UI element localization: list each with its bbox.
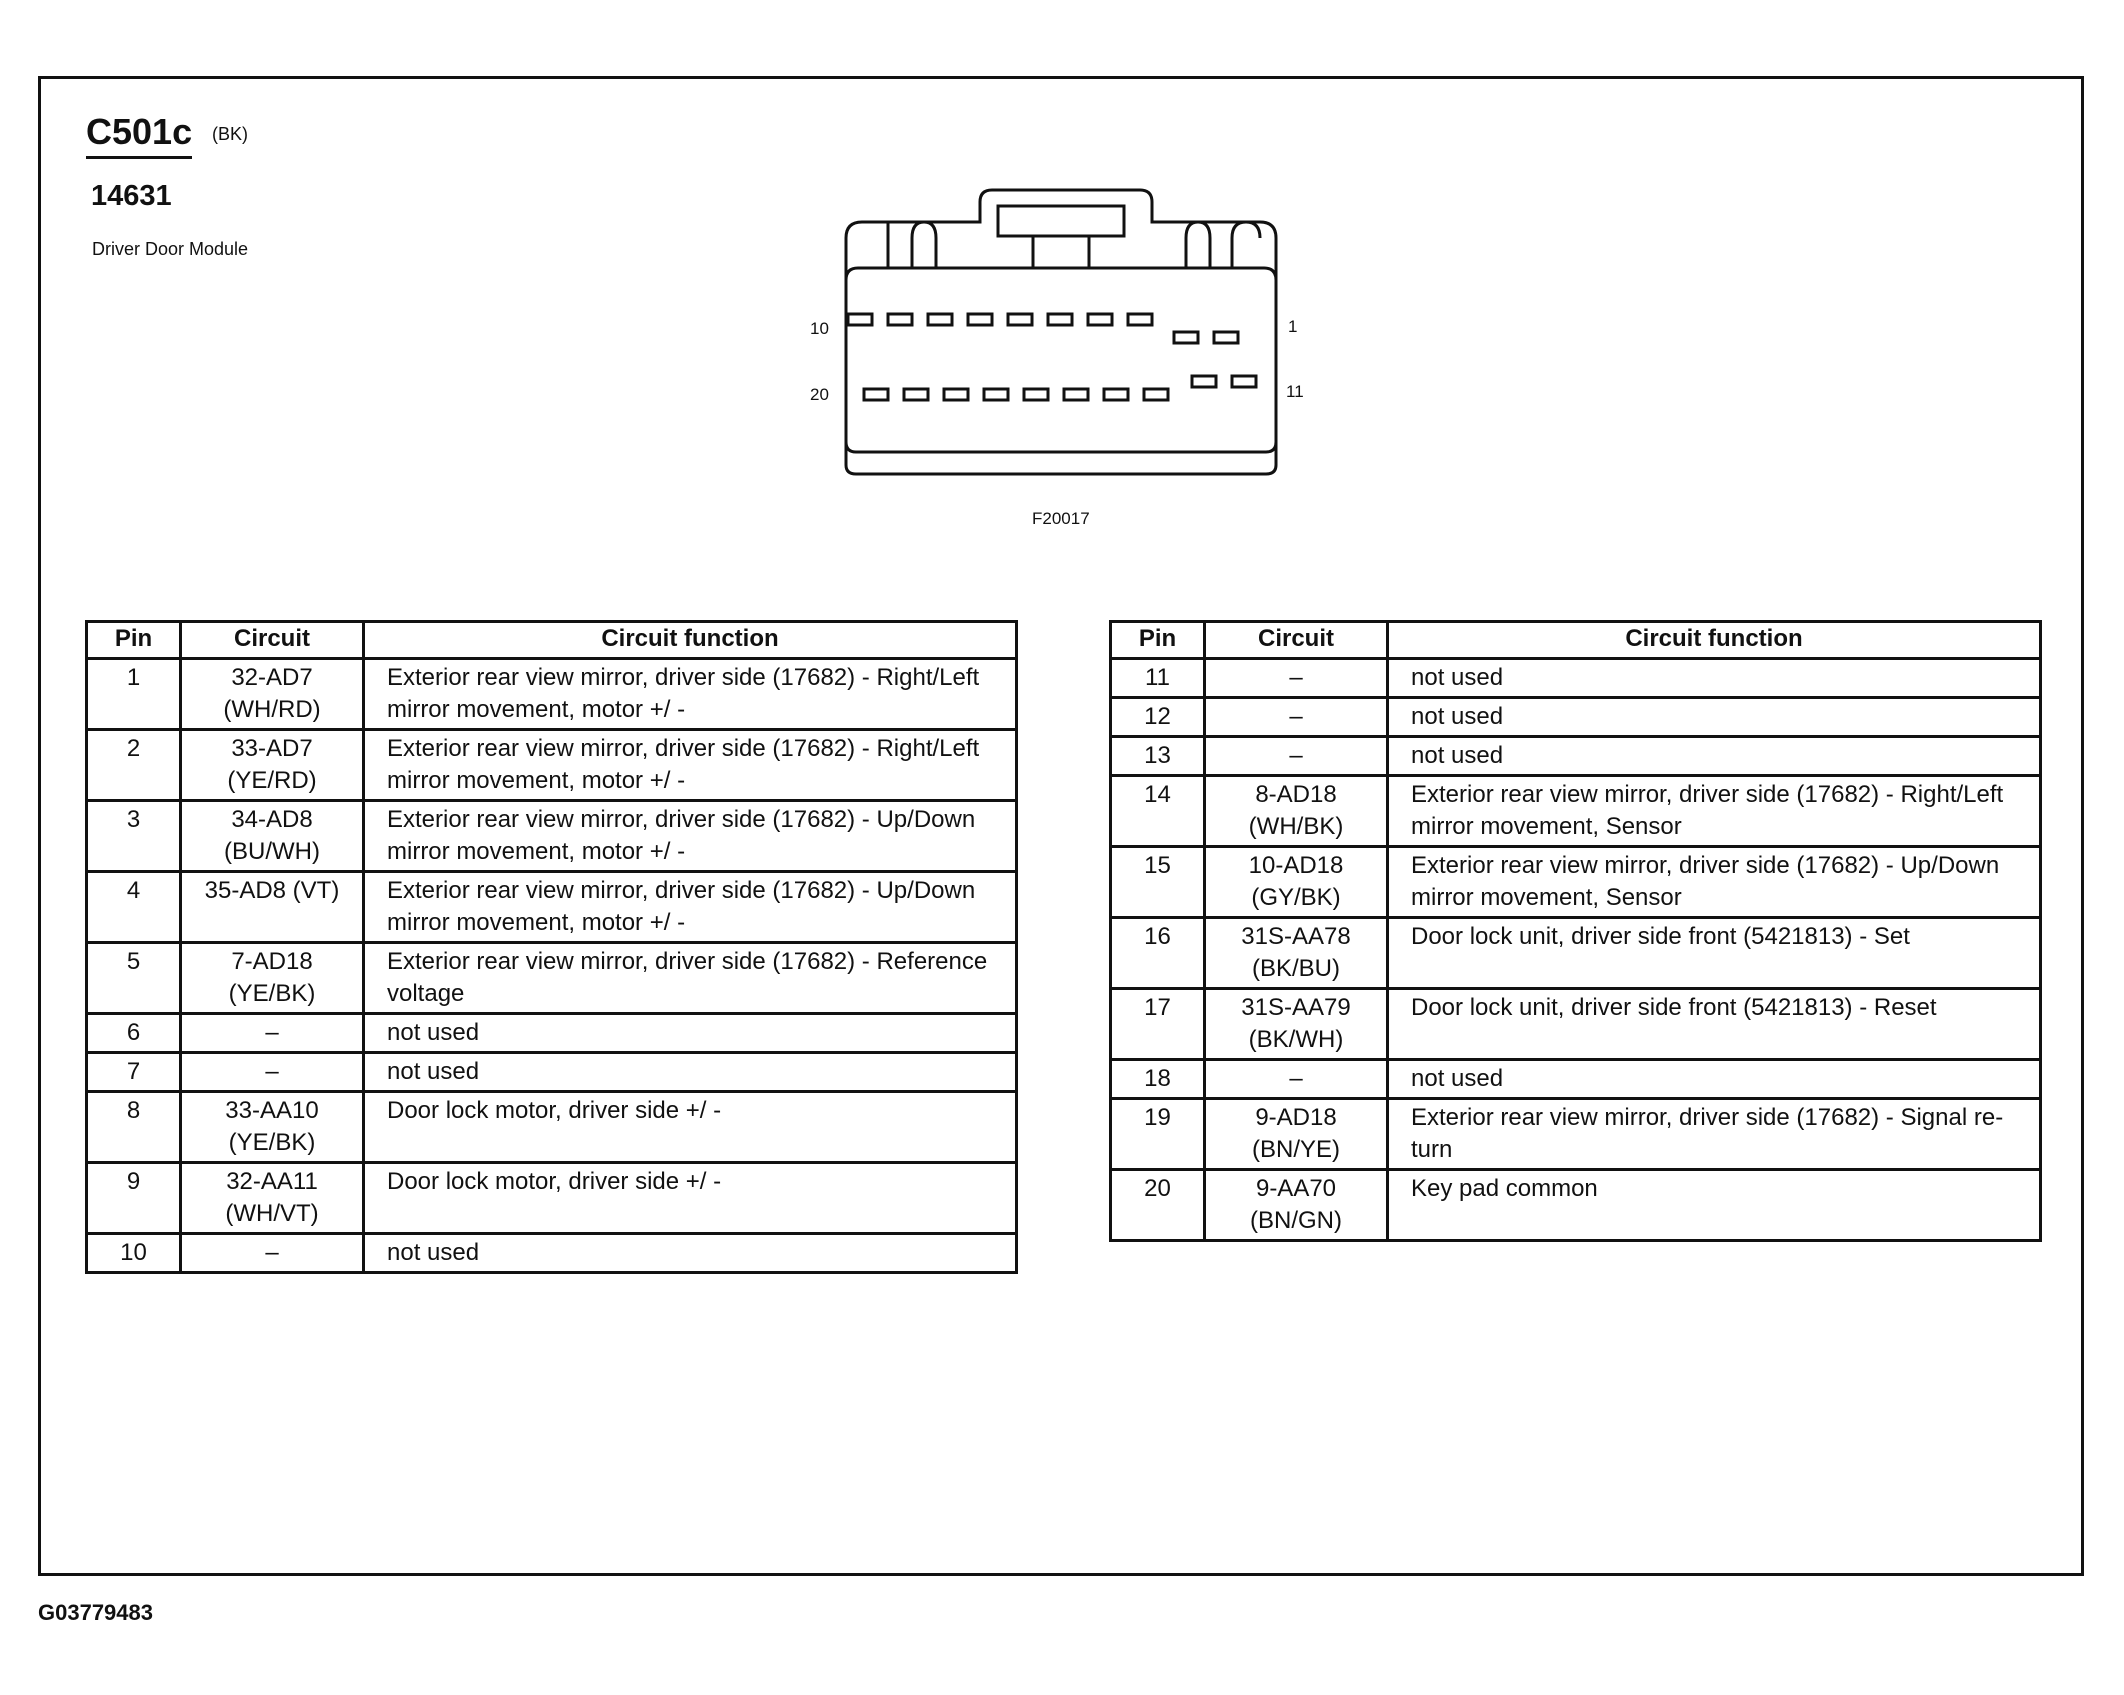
function-cell-line <box>387 1198 1009 1230</box>
circuit-cell-line: 9-AA70 <box>1255 1175 1337 1202</box>
function-cell-line: mirror movement, motor +/ - <box>387 838 686 865</box>
connector-id: C501c <box>86 110 192 159</box>
pin-cell: 17 <box>1111 989 1205 1060</box>
table-row <box>87 1014 1017 1053</box>
circuit-cell-line: 35-AD8 (VT) <box>204 877 340 904</box>
pin-cell: 13 <box>1111 737 1205 776</box>
circuit-cell-line: – <box>265 1019 279 1046</box>
header-pin: Pin <box>87 622 181 659</box>
table-header-row <box>87 622 1017 659</box>
function-cell-line <box>387 1127 1009 1159</box>
circuit-cell <box>1205 1099 1388 1170</box>
figure-id: F20017 <box>1032 509 1090 528</box>
table-row <box>87 1092 1017 1163</box>
function-cell <box>1388 698 2041 737</box>
function-cell-line: Exterior rear view mirror, driver side (17682) - Reference <box>387 948 988 975</box>
circuit-cell-line <box>188 907 356 939</box>
function-cell <box>364 1092 1017 1163</box>
function-cell-line: mirror movement, motor +/ - <box>387 696 686 723</box>
function-cell-line: voltage <box>387 980 465 1007</box>
circuit-cell <box>181 730 364 801</box>
circuit-cell-line: (WH/RD) <box>223 696 321 723</box>
circuit-cell <box>181 1234 364 1273</box>
pin-table-left <box>85 620 1018 1274</box>
table-row <box>1111 1060 2041 1099</box>
pin-cell: 3 <box>87 801 181 872</box>
circuit-cell-line: 9-AD18 <box>1255 1104 1337 1131</box>
table-row <box>87 730 1017 801</box>
function-cell <box>364 730 1017 801</box>
circuit-cell-line: (BN/GN) <box>1250 1207 1342 1234</box>
table-row <box>1111 847 2041 918</box>
header-function: Circuit function <box>1388 622 2041 659</box>
function-cell-line: turn <box>1411 1136 1453 1163</box>
circuit-cell <box>1205 698 1388 737</box>
circuit-cell <box>181 1014 364 1053</box>
table-row <box>1111 989 2041 1060</box>
circuit-cell-line: 33-AA10 <box>225 1097 319 1124</box>
header-circuit: Circuit <box>181 622 364 659</box>
table-body-right <box>1111 659 2041 1241</box>
function-cell <box>1388 989 2041 1060</box>
function-cell <box>364 1234 1017 1273</box>
circuit-cell-line: (YE/BK) <box>228 1129 316 1156</box>
function-cell <box>1388 1060 2041 1099</box>
table-row <box>87 872 1017 943</box>
circuit-cell <box>1205 776 1388 847</box>
table-row <box>87 943 1017 1014</box>
function-cell-line: not used <box>387 1019 480 1046</box>
function-cell-line: not used <box>1411 742 1504 769</box>
pin-cell: 12 <box>1111 698 1205 737</box>
function-cell-line: mirror movement, motor +/ - <box>387 767 686 794</box>
part-number: 14631 <box>91 180 172 212</box>
circuit-cell-line: (BK/WH) <box>1248 1026 1344 1053</box>
function-cell-line: not used <box>387 1058 480 1085</box>
pin-cell: 18 <box>1111 1060 1205 1099</box>
table-row <box>87 659 1017 730</box>
function-cell-line: Key pad common <box>1411 1175 1598 1202</box>
table-row <box>87 1234 1017 1273</box>
function-cell <box>1388 1099 2041 1170</box>
function-cell-line: mirror movement, motor +/ - <box>387 909 686 936</box>
circuit-cell-line: (BK/BU) <box>1251 955 1340 982</box>
function-cell-line: Exterior rear view mirror, driver side (17682) - Right/Left <box>1411 781 2004 808</box>
table-row <box>87 801 1017 872</box>
function-cell <box>1388 918 2041 989</box>
function-cell-line: mirror movement, Sensor <box>1411 813 1682 840</box>
circuit-cell-line: 8-AD18 <box>1255 781 1337 808</box>
circuit-cell-line: (WH/VT) <box>225 1200 319 1227</box>
table-row <box>1111 659 2041 698</box>
circuit-cell <box>181 659 364 730</box>
circuit-cell <box>181 1163 364 1234</box>
function-cell-line: Exterior rear view mirror, driver side (17682) - Right/Left <box>387 735 980 762</box>
circuit-cell-line: 32-AD7 <box>231 664 313 691</box>
circuit-cell-line: 10-AD18 <box>1248 852 1344 879</box>
circuit-cell <box>1205 659 1388 698</box>
circuit-cell-line: (BN/YE) <box>1251 1136 1340 1163</box>
function-cell-line: Exterior rear view mirror, driver side (17682) - Signal re- <box>1411 1104 2004 1131</box>
circuit-cell-line: – <box>1289 742 1303 769</box>
circuit-cell <box>181 801 364 872</box>
function-cell-line: Exterior rear view mirror, driver side (17682) - Up/Down <box>1411 852 2000 879</box>
pin-cell: 5 <box>87 943 181 1014</box>
pin-label-1: 1 <box>1288 317 1298 336</box>
function-cell <box>364 1014 1017 1053</box>
function-cell <box>364 943 1017 1014</box>
table-row <box>87 1163 1017 1234</box>
circuit-cell-line: 31S-AA79 <box>1241 994 1351 1021</box>
function-cell <box>364 659 1017 730</box>
circuit-cell-line: (YE/RD) <box>227 767 317 794</box>
table-row <box>87 1053 1017 1092</box>
table-row <box>1111 1170 2041 1241</box>
circuit-cell <box>181 1053 364 1092</box>
function-cell-line: mirror movement, Sensor <box>1411 884 1682 911</box>
function-cell-line: not used <box>1411 664 1504 691</box>
pin-cell: 19 <box>1111 1099 1205 1170</box>
circuit-cell <box>1205 737 1388 776</box>
circuit-cell-line: (BU/WH) <box>224 838 320 865</box>
pin-cell: 16 <box>1111 918 1205 989</box>
header-pin: Pin <box>1111 622 1205 659</box>
function-cell-line: Door lock motor, driver side +/ - <box>387 1097 722 1124</box>
function-cell-line: Exterior rear view mirror, driver side (17682) - Up/Down <box>387 877 976 904</box>
circuit-cell <box>1205 847 1388 918</box>
function-cell-line: not used <box>387 1239 480 1266</box>
circuit-cell-line: 34-AD8 <box>231 806 313 833</box>
pin-cell: 10 <box>87 1234 181 1273</box>
document-id: G03779483 <box>38 1600 153 1625</box>
table-row <box>1111 918 2041 989</box>
function-cell <box>364 1053 1017 1092</box>
pin-cell: 6 <box>87 1014 181 1053</box>
pin-cell: 14 <box>1111 776 1205 847</box>
pin-label-11: 11 <box>1286 382 1304 401</box>
table-header-row <box>1111 622 2041 659</box>
function-cell <box>1388 659 2041 698</box>
pin-cell: 9 <box>87 1163 181 1234</box>
function-cell-line <box>1411 1024 2033 1056</box>
function-cell-line: Door lock unit, driver side front (5421813) - Set <box>1411 923 1910 950</box>
table-row <box>1111 1099 2041 1170</box>
function-cell-line: Exterior rear view mirror, driver side (17682) - Right/Left <box>387 664 980 691</box>
function-cell-line: Exterior rear view mirror, driver side (17682) - Up/Down <box>387 806 976 833</box>
circuit-cell-line: – <box>265 1239 279 1266</box>
circuit-cell-line: 33-AD7 <box>231 735 313 762</box>
circuit-cell-line: (YE/BK) <box>228 980 316 1007</box>
circuit-cell <box>181 872 364 943</box>
function-cell <box>364 1163 1017 1234</box>
header-function: Circuit function <box>364 622 1017 659</box>
circuit-cell <box>1205 918 1388 989</box>
function-cell-line <box>1411 953 2033 985</box>
circuit-cell-line: 32-AA11 <box>226 1168 318 1195</box>
table-body-left <box>87 659 1017 1273</box>
pin-cell: 15 <box>1111 847 1205 918</box>
function-cell <box>1388 847 2041 918</box>
circuit-cell <box>181 1092 364 1163</box>
function-cell <box>364 872 1017 943</box>
pin-cavities <box>848 314 1256 400</box>
function-cell-line: Door lock unit, driver side front (5421813) - Reset <box>1411 994 1937 1021</box>
circuit-cell-line: – <box>265 1058 279 1085</box>
circuit-cell-line: – <box>1289 1065 1303 1092</box>
table-row <box>1111 776 2041 847</box>
table-row <box>1111 737 2041 776</box>
function-cell <box>364 801 1017 872</box>
circuit-cell-line: 7-AD18 <box>231 948 313 975</box>
circuit-cell-line: (WH/BK) <box>1248 813 1344 840</box>
table-row <box>1111 698 2041 737</box>
circuit-cell <box>1205 989 1388 1060</box>
function-cell-line <box>1411 1205 2033 1237</box>
circuit-cell-line: – <box>1289 664 1303 691</box>
function-cell <box>1388 776 2041 847</box>
function-cell <box>1388 737 2041 776</box>
function-cell-line: not used <box>1411 1065 1504 1092</box>
pin-cell: 2 <box>87 730 181 801</box>
pin-cell: 7 <box>87 1053 181 1092</box>
connector-color: (BK) <box>212 124 248 144</box>
circuit-cell-line: (GY/BK) <box>1251 884 1341 911</box>
function-cell-line: Door lock motor, driver side +/ - <box>387 1168 722 1195</box>
header-circuit: Circuit <box>1205 622 1388 659</box>
circuit-cell-line: – <box>1289 703 1303 730</box>
pin-cell: 11 <box>1111 659 1205 698</box>
circuit-cell-line: 31S-AA78 <box>1241 923 1351 950</box>
pin-table-right <box>1109 620 2042 1242</box>
pin-cell: 8 <box>87 1092 181 1163</box>
circuit-cell <box>1205 1060 1388 1099</box>
connector-face-diagram <box>800 180 1320 480</box>
component-name: Driver Door Module <box>92 239 249 259</box>
pin-label-10: 10 <box>810 319 829 338</box>
function-cell-line: not used <box>1411 703 1504 730</box>
pin-cell: 1 <box>87 659 181 730</box>
circuit-cell <box>181 943 364 1014</box>
pin-cell: 20 <box>1111 1170 1205 1241</box>
function-cell <box>1388 1170 2041 1241</box>
pin-label-20: 20 <box>810 385 829 404</box>
circuit-cell <box>1205 1170 1388 1241</box>
pin-cell: 4 <box>87 872 181 943</box>
